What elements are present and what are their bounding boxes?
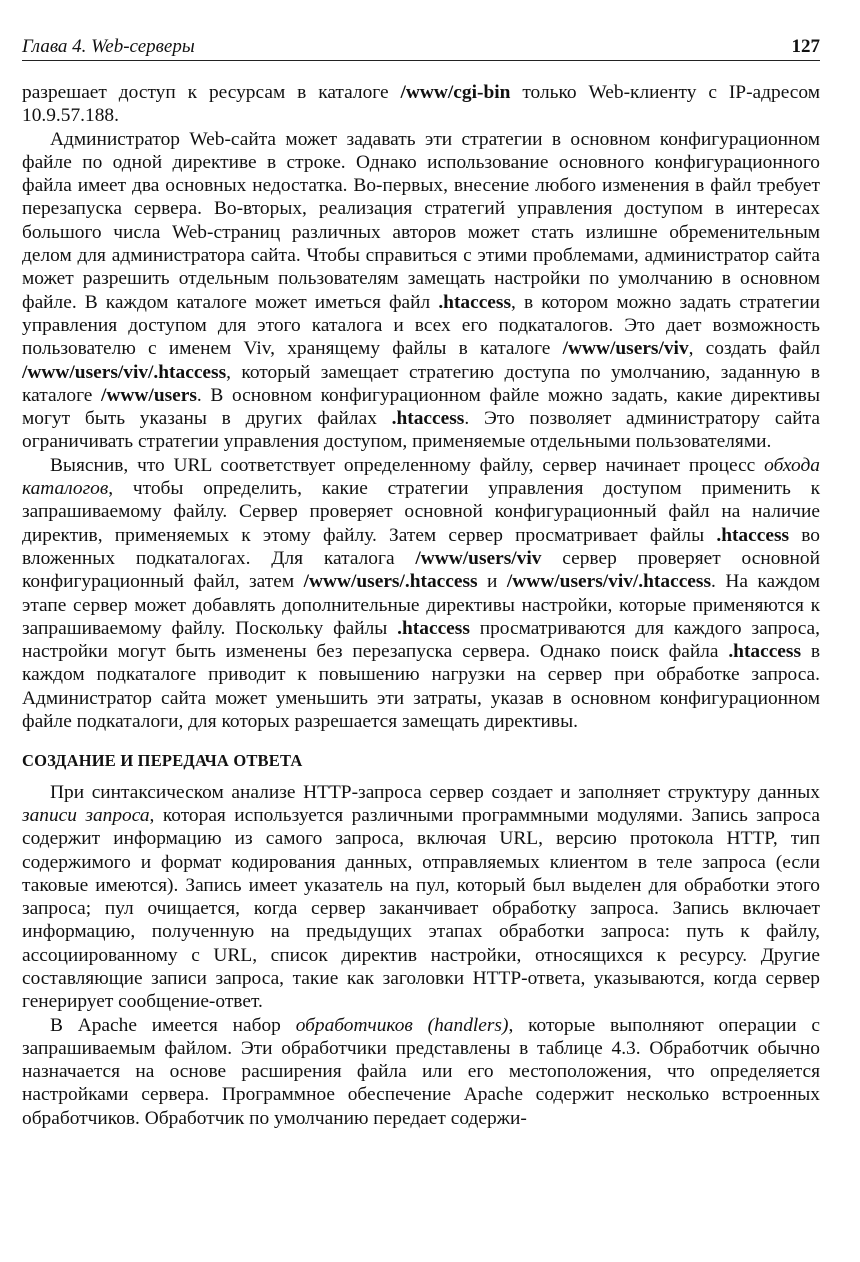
paragraph-5: В Apache имеется набор обработчиков (handlers), которые выполняют операции с запрашиваемым файлом. Эти обработчики представлены в таблице 4.3. Обработчик обычно назначается на основе расширения файла или его местоположения, что определяется настройками сервера. Программное обеспечение Apache содержит несколько встроенных обработчиков. Обработчик по умолчанию передает содержи- <box>22 1014 820 1129</box>
running-header <box>22 36 820 61</box>
paragraph-1: разрешает доступ к ресурсам в каталоге /www/cgi-bin только Web-клиенту с IP-адресом 10.9.57.188. <box>22 82 820 127</box>
book-page <box>22 36 820 1130</box>
page-number: 127 <box>791 36 820 57</box>
section-heading: СОЗДАНИЕ И ПЕРЕДАЧА ОТВЕТА <box>22 751 303 771</box>
body-text <box>22 81 820 1130</box>
paragraph-4: При синтаксическом анализе HTTP-запроса сервер создает и заполняет структуру данных записи запроса, которая используется различными программными модулями. Запись запроса содержит информацию из самого запроса, включая URL, версию протокола HTTP, тип содержимого и формат кодирования данных, отправляемых клиентом в теле запроса (если таковые имеются). Запись имеет указатель на пул, который был выделен для обработки этого запроса; пул очищается, когда сервер заканчивает обработку запроса. Запись включает информацию, полученную на предыдущих этапах обработки запроса: путь к файлу, ассоциированному с URL, список директив настройки, относящихся к ресурсу. Другие составляющие записи запроса, такие как заголовки HTTP-ответа, указываются, когда сервер генерирует сообщение-ответ. <box>22 781 820 1013</box>
chapter-title: Глава 4. Web-серверы <box>22 36 195 57</box>
paragraph-2: Администратор Web-сайта может задавать эти стратегии в основном конфигурационном файле по одной директиве в строке. Однако использование основного конфигурационного файла имеет два основных недостатка. Во-первых, внесение любого изменения в файл требует перезапуска сервера. Во-вторых, реализация стратегий управления доступом в интересах большого числа Web-страниц различных авторов может стать излишне обременительным делом для администратора сайта. Чтобы справиться с этими проблемами, администратор сайта может разрешить отдельным пользователям замещать настройки по умолчанию в основном файле. В каждом каталоге может иметься файл .htaccess, в котором можно задать стратегии управления доступом для этого каталога и всех его подкаталогов. Это дает возможность пользователю с именем Viv, хранящему файлы в каталоге /www/users/viv, создать файл /www/users/viv/.htaccess, который замещает стратегию доступа по умолчанию, заданную в каталоге /www/users. В основном конфигурационном файле можно задать, какие директивы могут быть указаны в других файлах .htaccess. Это позволяет администратору сайта ограничивать стратегии управления доступом, применяемые отдельными пользователями. <box>22 128 820 453</box>
paragraph-3: Выяснив, что URL соответствует определенному файлу, сервер начинает процесс обхода каталогов, чтобы определить, какие стратегии управления доступом применить к запрашиваемому файлу. Сервер проверяет основной конфигурационный файл на наличие директив, применяемых к этому файлу. Затем сервер просматривает файлы .htaccess во вложенных подкаталогах. Для каталога /www/users/viv сервер проверяет основной конфигурационный файл, затем /www/users/.htaccess и /www/users/viv/.htaccess. На каждом этапе сервер может добавлять дополнительные директивы настройки, которые применяются к запрашиваемому файлу. Поскольку файлы .htaccess просматриваются для каждого запроса, настройки могут быть изменены без перезапуска сервера. Однако поиск файла .htaccess в каждом подкаталоге приводит к повышению нагрузки на сервер при обработке запроса. Администратор сайта может уменьшить эти затраты, указав в основном конфигурационном файле подкаталоги, для которых разрешается замещать директивы. <box>22 454 820 733</box>
